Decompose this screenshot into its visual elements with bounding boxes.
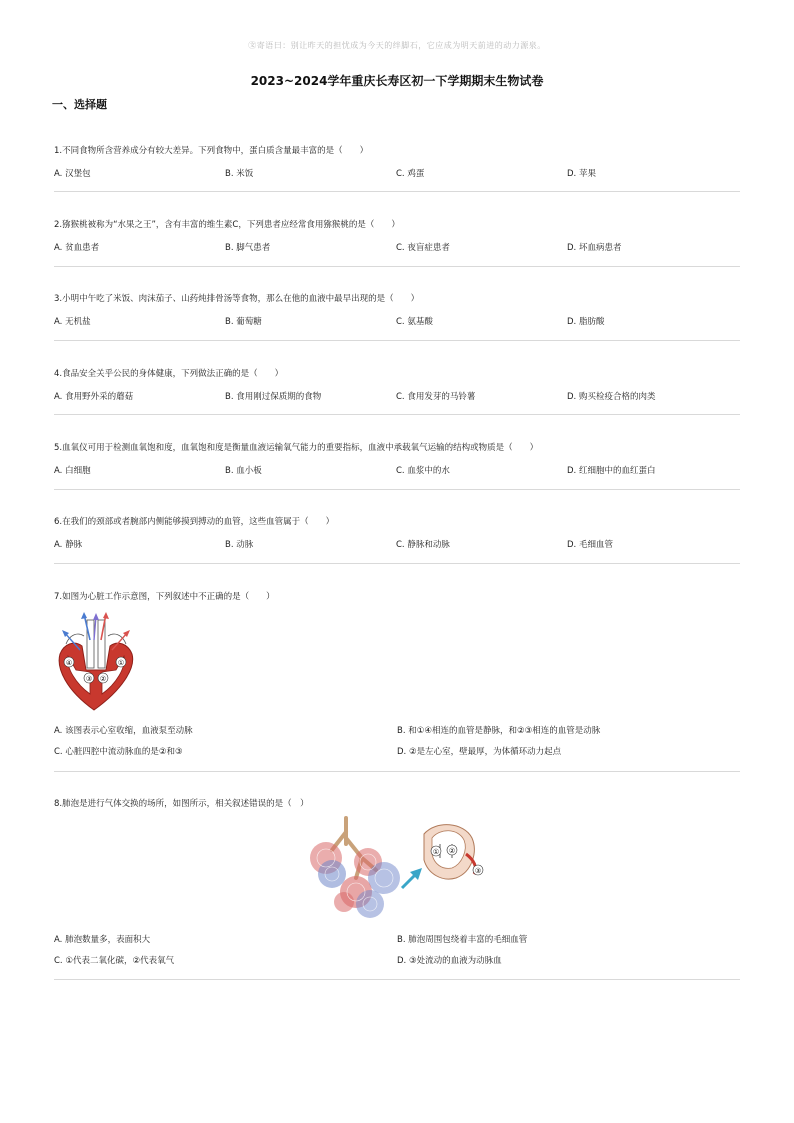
option-a[interactable]: A. 白细胞 <box>54 466 91 476</box>
options <box>54 538 740 550</box>
option-d[interactable]: D. 购买检疫合格的肉类 <box>567 392 656 402</box>
option-b[interactable]: B. 血小板 <box>225 466 262 476</box>
divider <box>54 191 740 192</box>
question-stem: 5.血氧仪可用于检测血氧饱和度，血氧饱和度是衡量血液运输氧气能力的重要指标，血液中承载氧气运输的结构或物质是（ ） <box>54 443 539 453</box>
option-a[interactable]: A. 贫血患者 <box>54 243 100 253</box>
alveolus-label-2: ② <box>448 847 456 855</box>
option-b[interactable]: B. 食用刚过保质期的食物 <box>225 392 322 402</box>
question-stem: 3.小明中午吃了米饭、肉沫茄子、山药炖排骨汤等食物，那么在他的血液中最早出现的是（ ） <box>54 294 420 304</box>
option-d[interactable]: D. ②是左心室，壁最厚，为体循环动力起点 <box>397 747 562 757</box>
question-1 <box>54 145 740 179</box>
options <box>54 464 740 476</box>
option-b[interactable]: B. 葡萄糖 <box>225 317 262 327</box>
option-a[interactable]: A. 汉堡包 <box>54 169 91 179</box>
alveolus-label-3: ③ <box>474 867 482 875</box>
heart-label-4: ④ <box>65 659 73 667</box>
question-8 <box>54 798 740 810</box>
section-heading: 一、选择题 <box>52 98 107 111</box>
question-4 <box>54 368 740 402</box>
options <box>54 167 740 179</box>
flow-arrow-head <box>93 613 99 620</box>
heart-label-2: ② <box>99 675 107 683</box>
question-stem: 7.如图为心脏工作示意图，下列叙述中不正确的是（ ） <box>54 592 275 602</box>
option-c[interactable]: C. 心脏四腔中流动脉血的是②和③ <box>54 747 183 757</box>
option-c[interactable]: C. 夜盲症患者 <box>396 243 450 253</box>
divider <box>54 563 740 564</box>
divider <box>54 979 740 980</box>
question-5 <box>54 442 740 476</box>
question-3 <box>54 293 740 327</box>
divider <box>54 489 740 490</box>
pulmonary-vein <box>108 634 126 644</box>
option-a[interactable]: A. 静脉 <box>54 540 83 550</box>
question-stem: 8.肺泡是进行气体交换的场所，如图所示，相关叙述错误的是（ ） <box>54 799 309 809</box>
option-d[interactable]: D. 苹果 <box>567 169 596 179</box>
question-7-options <box>54 724 740 766</box>
option-a[interactable]: A. 该图表示心室收缩，血液泵至动脉 <box>54 726 193 736</box>
option-c[interactable]: C. 鸡蛋 <box>396 169 425 179</box>
options <box>54 241 740 253</box>
options <box>54 315 740 327</box>
option-d[interactable]: D. ③处流动的血液为动脉血 <box>397 956 502 966</box>
option-d[interactable]: D. 毛细血管 <box>567 540 613 550</box>
question-6 <box>54 516 740 550</box>
question-stem: 1.不同食物所含营养成分有较大差异。下列食物中，蛋白质含量最丰富的是（ ） <box>54 146 369 156</box>
flow-arrow-head <box>81 612 87 619</box>
option-b[interactable]: B. 脚气患者 <box>225 243 271 253</box>
heart-label-1: ① <box>117 659 125 667</box>
options <box>54 724 740 766</box>
question-stem: 6.在我们的颈部或者腕部内侧能够摸到搏动的血管，这些血管属于（ ） <box>54 517 335 527</box>
alveoli-diagram <box>306 814 496 922</box>
option-b[interactable]: B. 动脉 <box>225 540 254 550</box>
option-b[interactable]: B. 肺泡周围包绕着丰富的毛细血管 <box>397 935 528 945</box>
heart-label-3: ③ <box>85 675 93 683</box>
question-8-options <box>54 933 740 975</box>
option-a[interactable]: A. 肺泡数量多，表面积大 <box>54 935 151 945</box>
divider <box>54 771 740 772</box>
options <box>54 390 740 402</box>
question-2 <box>54 219 740 253</box>
options <box>54 933 740 975</box>
option-b[interactable]: B. 和①④相连的血管是静脉，和②③相连的血管是动脉 <box>397 726 601 736</box>
option-d[interactable]: D. 坏血病患者 <box>567 243 622 253</box>
question-stem: 2.猕猴桃被称为“水果之王”，含有丰富的维生素C，下列患者应经常食用猕猴桃的是（ ） <box>54 220 400 230</box>
heart-wall <box>59 643 133 710</box>
option-d[interactable]: D. 红细胞中的血红蛋白 <box>567 466 656 476</box>
divider <box>54 414 740 415</box>
option-c[interactable]: C. 食用发芽的马铃薯 <box>396 392 476 402</box>
vena-cava <box>66 634 84 644</box>
divider <box>54 266 740 267</box>
option-c[interactable]: C. 静脉和动脉 <box>396 540 450 550</box>
option-a[interactable]: A. 食用野外采的蘑菇 <box>54 392 134 402</box>
option-c[interactable]: C. 血浆中的水 <box>396 466 450 476</box>
alveoli-cluster <box>310 842 400 918</box>
zoom-arrow <box>402 874 416 888</box>
page-title: 2023~2024学年重庆长寿区初一下学期期末生物试卷 <box>250 74 544 88</box>
question-stem: 4.食品安全关乎公民的身体健康，下列做法正确的是（ ） <box>54 369 284 379</box>
pulmonary-artery <box>87 620 94 668</box>
motto-header: ㉆寄语曰：别让昨天的担忧成为今天的绊脚石，它应成为明天前进的动力源泉。 <box>248 41 546 50</box>
heart-diagram <box>54 610 138 714</box>
option-c[interactable]: C. ①代表二氧化碳，②代表氧气 <box>54 956 175 966</box>
option-b[interactable]: B. 米饭 <box>225 169 254 179</box>
divider <box>54 340 740 341</box>
option-d[interactable]: D. 脂肪酸 <box>567 317 605 327</box>
question-7 <box>54 591 740 603</box>
option-a[interactable]: A. 无机盐 <box>54 317 91 327</box>
option-c[interactable]: C. 氨基酸 <box>396 317 433 327</box>
alveolus-label-1: ① <box>432 848 440 856</box>
flow-arrow-head <box>103 612 109 619</box>
